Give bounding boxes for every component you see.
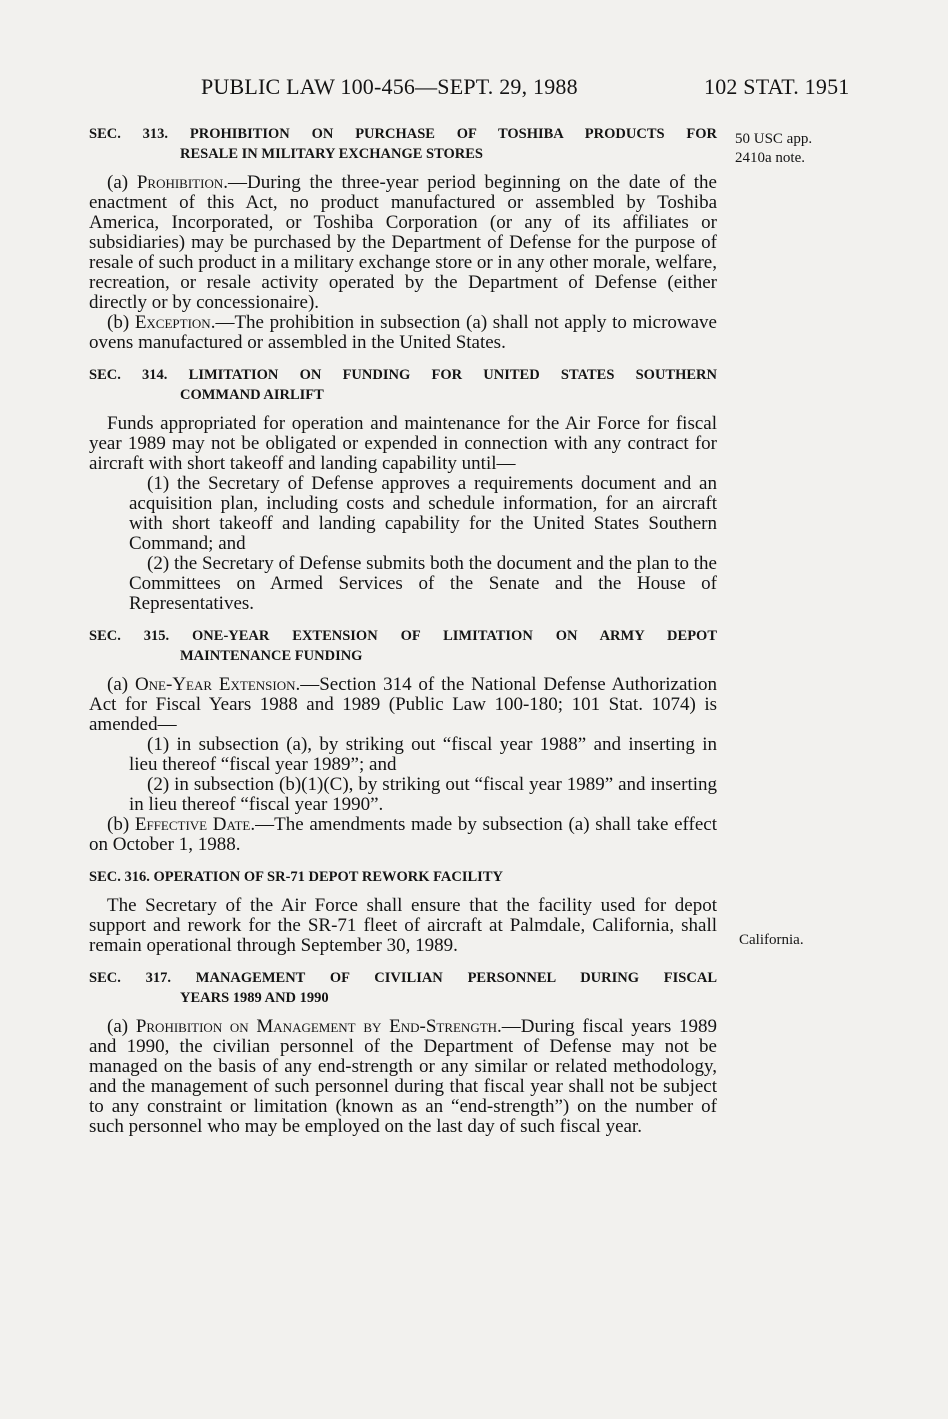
section-314-heading xyxy=(89,365,717,405)
section-313-heading xyxy=(89,124,717,164)
subsection-text: —Section 314 of the National Defense Authorization Act for Fiscal Years 1988 and 1989 (Public Law 100-180; 101 Stat. 1074) is amended— xyxy=(89,674,717,735)
section-317-subsection-a xyxy=(89,1017,717,1137)
subsection-label: (b) xyxy=(107,814,135,835)
subsection-text: —The amendments made by subsection (a) shall take effect on October 1, 1988. xyxy=(89,814,718,855)
subsection-label: (a) xyxy=(107,1016,136,1037)
subsection-heading: Prohibition on Management by End-Strength. xyxy=(135,1016,502,1037)
subsection-text: —During fiscal years 1989 and 1990, the civilian personnel of the Department of Defense may not be managed on the basis of any end-strength or any similar or related methodology, and the management of such personnel during that fiscal year shall not be subject to any constraint or limitation (known as an “end-strength”) on the number of such personnel who may be employed on the last day of such fiscal year. xyxy=(89,1016,717,1137)
section-315-subsection-a xyxy=(89,675,717,735)
section-313-subsection-a xyxy=(89,173,717,313)
section-315-heading-line1: SEC. 315. ONE-YEAR EXTENSION OF LIMITATION ON ARMY DEPOT xyxy=(89,628,717,644)
margin-note-usc-line1: 50 USC app. xyxy=(735,131,813,147)
section-315-item-1: (1) in subsection (a), by striking out “fiscal year 1988” and inserting in lieu thereof “fiscal year 1989”; and xyxy=(129,734,717,775)
subsection-heading: One-Year Extension. xyxy=(134,674,301,695)
section-313-heading-line1: SEC. 313. PROHIBITION ON PURCHASE OF TOSHIBA PRODUCTS FOR xyxy=(89,126,717,142)
section-314-item-2: (2) the Secretary of Defense submits both the document and the plan to the Committees on Armed Services of the Senate and the House of Representatives. xyxy=(129,553,717,614)
section-317-heading-line1: SEC. 317. MANAGEMENT OF CIVILIAN PERSONNEL DURING FISCAL xyxy=(89,970,717,986)
section-315 xyxy=(89,626,717,855)
subsection-label: (b) xyxy=(107,312,135,333)
section-314 xyxy=(89,365,717,614)
section-315-subsection-b xyxy=(89,815,717,855)
section-316 xyxy=(89,867,717,956)
section-313-subsection-b xyxy=(89,313,717,353)
subsection-heading: Prohibition. xyxy=(136,172,228,193)
subsection-label: (a) xyxy=(107,172,137,193)
section-313-heading-line2: RESALE IN MILITARY EXCHANGE STORES xyxy=(180,146,483,162)
section-314-heading-line2: COMMAND AIRLIFT xyxy=(180,387,324,403)
section-315-heading-line2: MAINTENANCE FUNDING xyxy=(180,648,363,664)
section-314-heading-line1: SEC. 314. LIMITATION ON FUNDING FOR UNITED STATES SOUTHERN xyxy=(89,367,717,383)
running-header-left: PUBLIC LAW 100-456—SEPT. 29, 1988 xyxy=(201,74,578,99)
section-315-heading xyxy=(89,626,717,666)
subsection-text: —The prohibition in subsection (a) shall not apply to microwave ovens manufactured or assembled in the United States. xyxy=(89,312,717,353)
margin-note-california: California. xyxy=(739,932,804,948)
section-316-text: The Secretary of the Air Force shall ensure that the facility used for depot support and rework for the SR-71 fleet of aircraft at Palmdale, California, shall remain operational through September 30, 1989. xyxy=(89,895,717,956)
subsection-text: —During the three-year period beginning on the date of the enactment of this Act, no product manufactured or assembled by Toshiba America, Incorporated, or Toshiba Corporation (or any of its affiliates or subsidiaries) may be purchased by the Department of Defense for the purpose of resale of such product in a military exchange store or in any other morale, welfare, recreation, or resale activity operated by the Department of Defense (either directly or by concessionaire). xyxy=(89,172,717,313)
subsection-label: (a) xyxy=(107,674,135,695)
section-313 xyxy=(89,124,717,353)
section-315-item-2: (2) in subsection (b)(1)(C), by striking out “fiscal year 1989” and inserting in lieu thereof “fiscal year 1990”. xyxy=(129,774,717,815)
section-314-intro: Funds appropriated for operation and maintenance for the Air Force for fiscal year 1989 may not be obligated or expended in connection with any contract for aircraft with short takeoff and landing capability until— xyxy=(89,413,717,474)
running-header-right: 102 STAT. 1951 xyxy=(704,74,850,99)
section-314-item-1: (1) the Secretary of Defense approves a requirements document and an acquisition plan, including costs and schedule information, for an aircraft with short takeoff and landing capability for the United States Southern Command; and xyxy=(129,473,717,554)
body-column xyxy=(89,124,717,1137)
margin-note-usc-line2: 2410a note. xyxy=(735,150,805,166)
subsection-heading: Exception. xyxy=(134,312,216,333)
section-317 xyxy=(89,968,717,1137)
subsection-heading: Effective Date. xyxy=(134,814,256,835)
section-317-heading-line2: YEARS 1989 AND 1990 xyxy=(180,990,329,1006)
margin-note-usc xyxy=(735,130,812,168)
section-317-heading xyxy=(89,968,717,1008)
section-316-heading: SEC. 316. OPERATION OF SR-71 DEPOT REWORK FACILITY xyxy=(89,869,503,885)
